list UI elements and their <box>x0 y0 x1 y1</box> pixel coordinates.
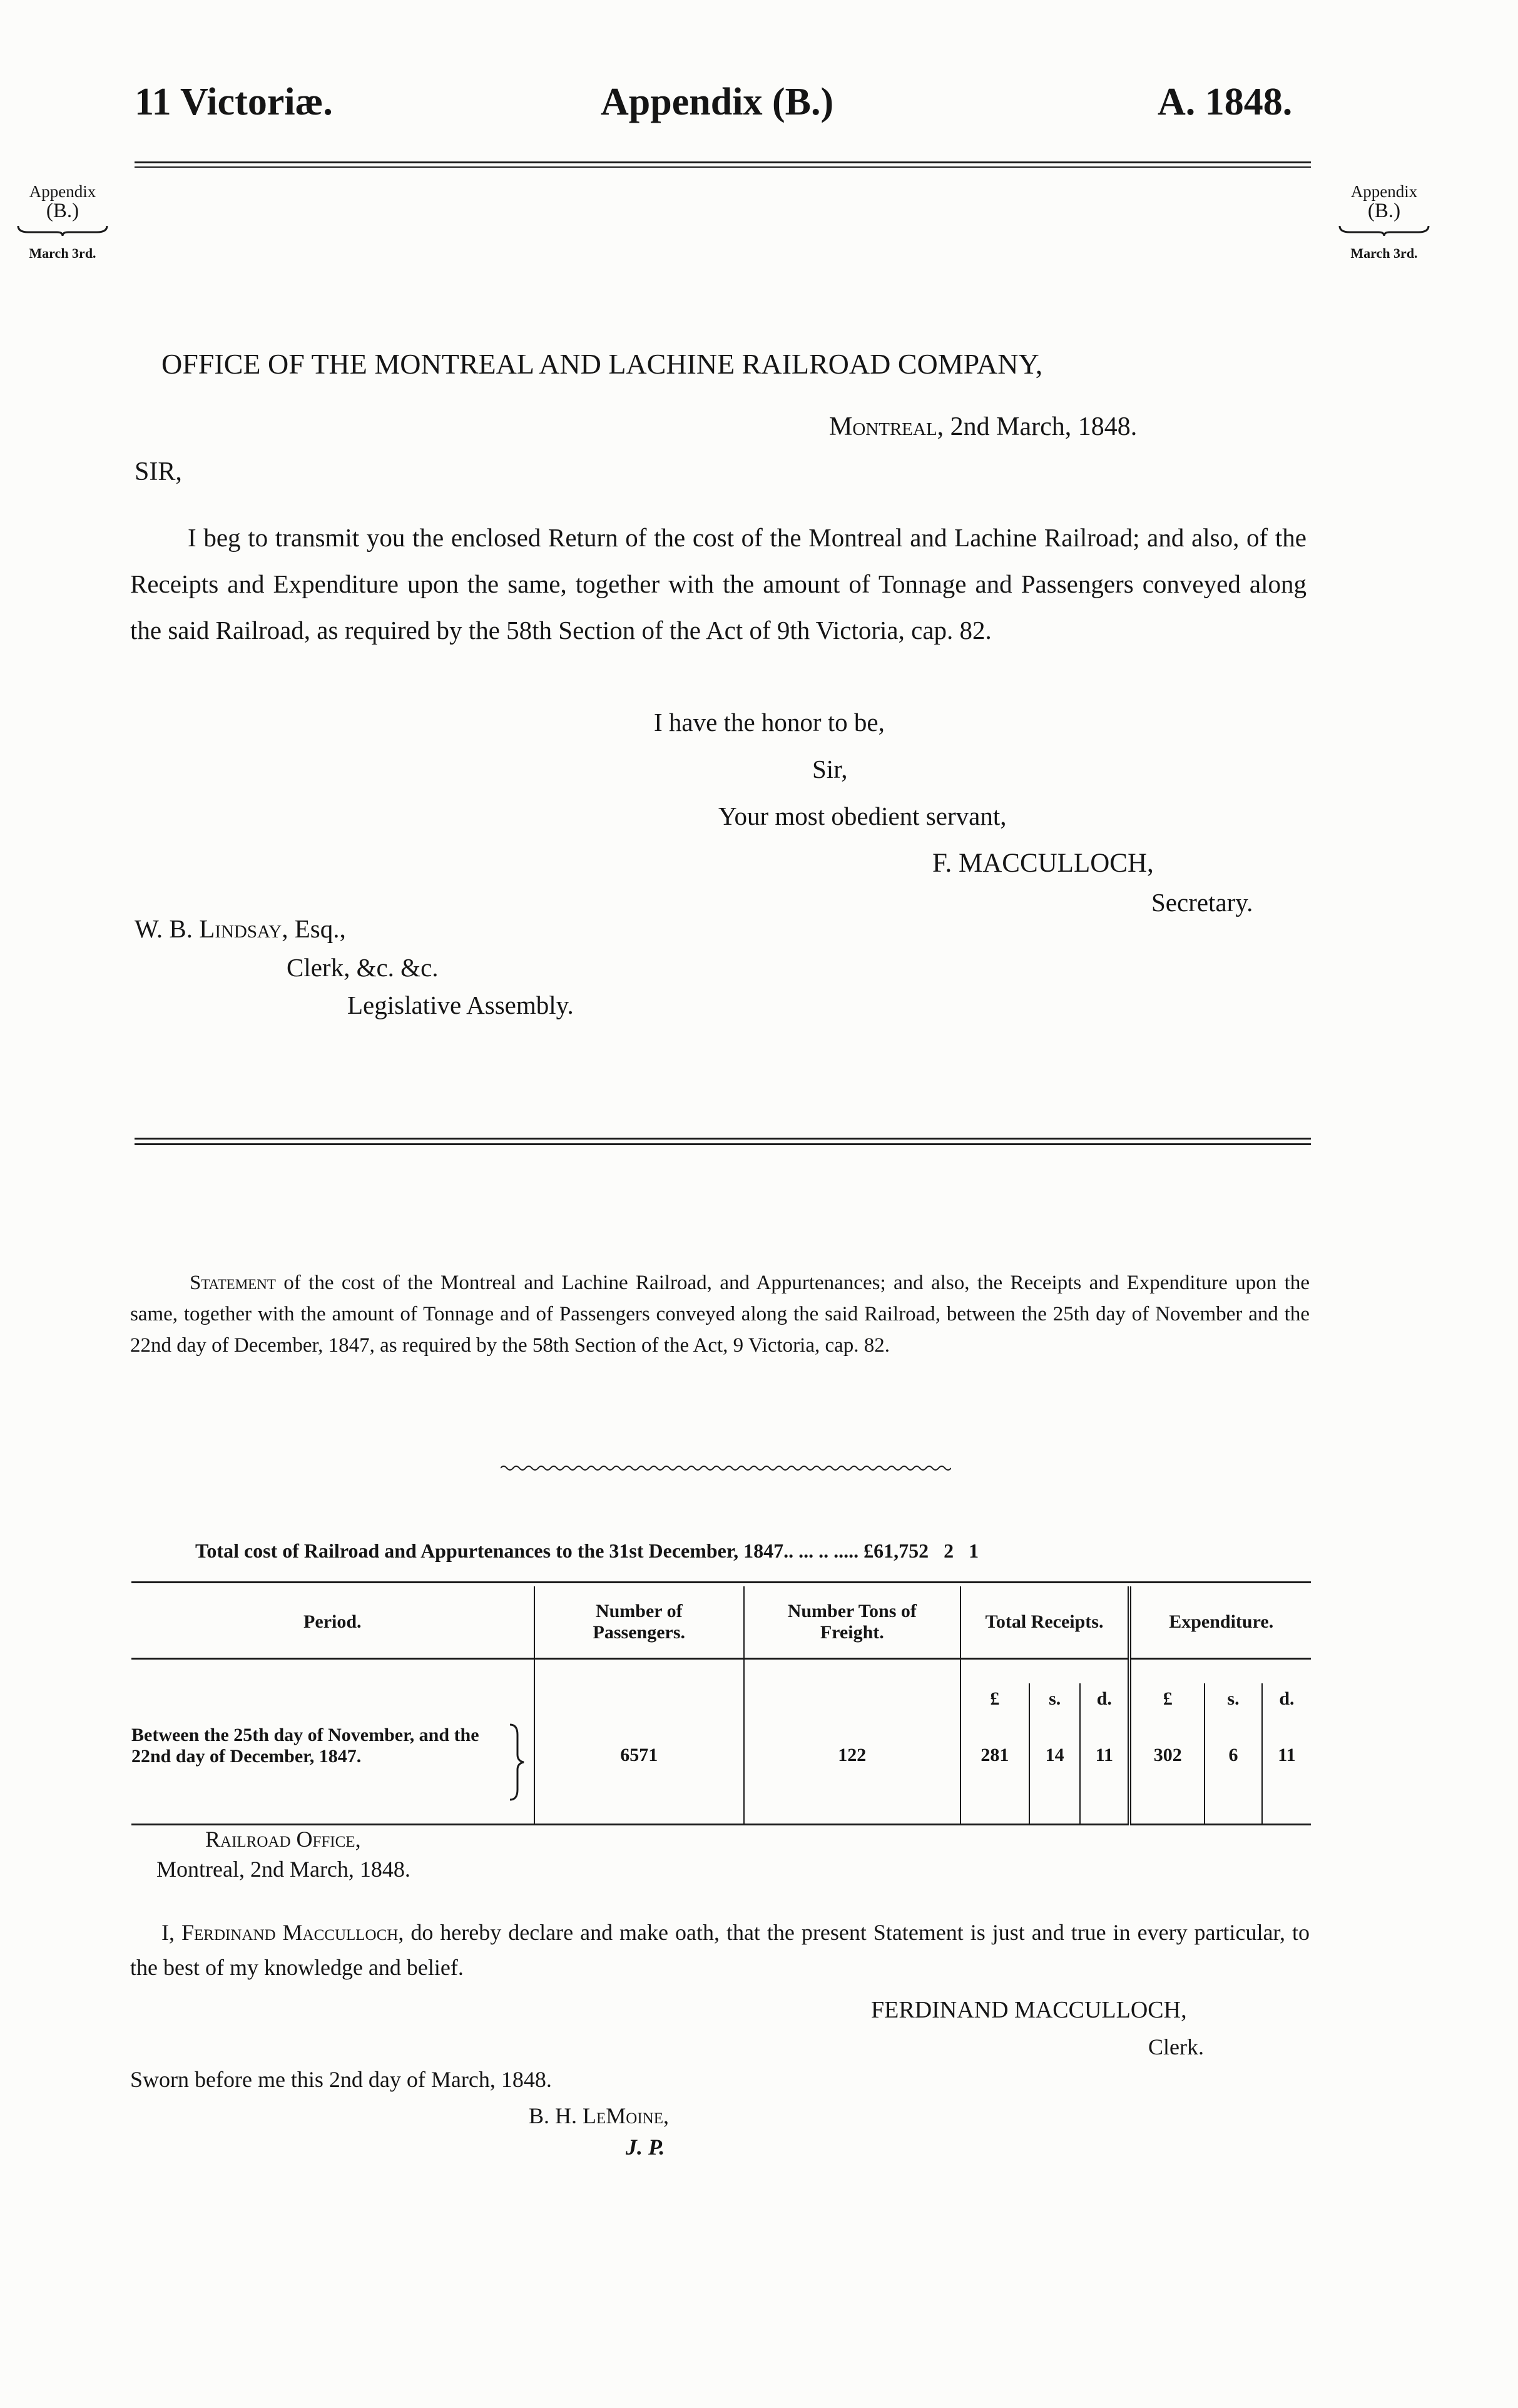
total-cost-line: Total cost of Railroad and Appurtenances to the 31st December, 1847.. ... .. ..... £61,752 2 1 <box>195 1539 979 1562</box>
row-period-cell <box>131 1715 534 1824</box>
jp-surname: LeMoine, <box>583 2103 669 2128</box>
brace-icon <box>1337 223 1431 237</box>
addressee-suffix: Esq., <box>294 914 346 943</box>
oath-signature-title: Clerk. <box>1148 2034 1204 2059</box>
margin-note-left <box>9 183 116 260</box>
table-row <box>131 1715 1311 1824</box>
table-units-row <box>131 1683 1311 1715</box>
margin-note-appendix: Appendix <box>1350 182 1418 201</box>
margin-note-b: (B.) <box>1367 200 1401 223</box>
railroad-office-place: Montreal, 2nd March, 1848. <box>156 1857 410 1882</box>
brace-icon <box>16 223 110 237</box>
oath-prefix: I, <box>161 1920 175 1945</box>
header-freight: Number Tons of Freight. <box>744 1586 960 1658</box>
unit-shillings: s. <box>1205 1683 1262 1715</box>
jp-title: J. P. <box>626 2135 665 2160</box>
row-expenditure-shillings: 6 <box>1205 1715 1262 1824</box>
unit-shillings: s. <box>1029 1683 1080 1715</box>
header-rule-bottom <box>135 166 1311 168</box>
row-freight: 122 <box>744 1715 960 1824</box>
table-header-row <box>131 1586 1311 1658</box>
sworn-line: Sworn before me this 2nd day of March, 1848. <box>130 2067 552 2092</box>
oath-declaration <box>130 1915 1310 1985</box>
row-expenditure-pence: 11 <box>1278 1745 1296 1765</box>
section-rule-bottom <box>135 1143 1311 1145</box>
margin-note-right <box>1331 183 1437 260</box>
place-date-rest: 2nd March, 1848. <box>950 412 1138 441</box>
header-left: 11 Victoriæ. <box>135 81 333 123</box>
header-center: Appendix (B.) <box>601 81 834 123</box>
row-receipts-pounds: 281 <box>960 1715 1029 1824</box>
row-period: Between the 25th day of November, and the 22nd day of December, 1847. <box>131 1725 479 1767</box>
row-expenditure-pounds: 302 <box>1129 1715 1205 1824</box>
closing-line-3: Your most obedient servant, <box>718 802 1007 830</box>
row-passengers: 6571 <box>534 1715 744 1824</box>
salutation: SIR, <box>135 457 182 486</box>
table-spacer-row <box>131 1658 1311 1683</box>
letter-body: I beg to transmit you the enclosed Return of the cost of the Montreal and Lachine Railroad; and also, of the Receipts and Expenditure upon the same, together with the amount of Tonnage and Passengers conveyed along the said Railroad, as required by the 58th Section of the Act of 9th Victoria, cap. 82. <box>130 523 1307 645</box>
statement-lead: Statement <box>190 1272 276 1294</box>
addressee-surname: Lindsay, <box>199 914 288 943</box>
header-right: A. 1848. <box>1158 81 1293 123</box>
signature-title: Secretary. <box>1151 888 1253 917</box>
statement-text: of the cost of the Montreal and Lachine Railroad, and Appurtenances; and also, the Receipts and Expenditure upon the same, together with the amount of Tonnage and of Passengers conveyed along the said Railroad, between the 25th day of November and the 22nd day of December, 1847, as required by the 58th Section of the Act, 9 Victoria, cap. 82. <box>130 1272 1310 1357</box>
unit-pence: d. <box>1080 1683 1129 1715</box>
place-date-city: Montreal, <box>829 412 944 441</box>
closing-line-2: Sir, <box>812 755 848 783</box>
margin-note-appendix: Appendix <box>29 182 96 201</box>
closing-line-1: I have the honor to be, <box>654 708 885 737</box>
place-date <box>829 412 1137 442</box>
addressee-line-3: Legislative Assembly. <box>347 991 574 1019</box>
office-heading: OFFICE OF THE MONTREAL AND LACHINE RAILROAD COMPANY, <box>161 348 1043 380</box>
ornamental-rule <box>501 1464 951 1472</box>
jp-initials: B. H. <box>529 2103 578 2128</box>
margin-note-b: (B.) <box>46 200 79 223</box>
header-period: Period. <box>131 1586 534 1658</box>
signature-name: F. MACCULLOCH, <box>932 849 1154 878</box>
section-rule-top <box>135 1138 1311 1140</box>
row-receipts-pence: 11 <box>1080 1715 1129 1824</box>
oath-signature: FERDINAND MACCULLOCH, <box>871 1997 1187 2023</box>
table-rule-top <box>131 1581 1311 1583</box>
margin-note-date: March 3rd. <box>1350 245 1418 261</box>
oath-declarant: Ferdinand Macculloch, <box>181 1920 404 1945</box>
oath-text: do hereby declare and make oath, that the present Statement is just and true in every particular, to the best of my knowledge and belief. <box>130 1920 1310 1980</box>
railroad-office-label: Railroad Office, <box>205 1827 361 1852</box>
statement-table <box>131 1586 1311 1825</box>
header-expenditure: Expenditure. <box>1169 1611 1274 1632</box>
addressee-initials: W. B. <box>135 914 193 943</box>
addressee-line-1 <box>135 914 346 944</box>
jp-name-line <box>529 2103 669 2129</box>
unit-pence: d. <box>1279 1688 1295 1709</box>
unit-pounds: £ <box>1129 1683 1205 1715</box>
header-total-receipts: Total Receipts. <box>960 1586 1130 1658</box>
unit-pounds: £ <box>960 1683 1029 1715</box>
right-brace-icon <box>507 1723 525 1801</box>
row-receipts-shillings: 14 <box>1029 1715 1080 1824</box>
header-passengers: Number of Passengers. <box>534 1586 744 1658</box>
statement-paragraph <box>130 1267 1310 1361</box>
margin-note-date: March 3rd. <box>29 245 96 261</box>
addressee-line-2: Clerk, &c. &c. <box>287 953 439 982</box>
header-rule-top <box>135 161 1311 163</box>
